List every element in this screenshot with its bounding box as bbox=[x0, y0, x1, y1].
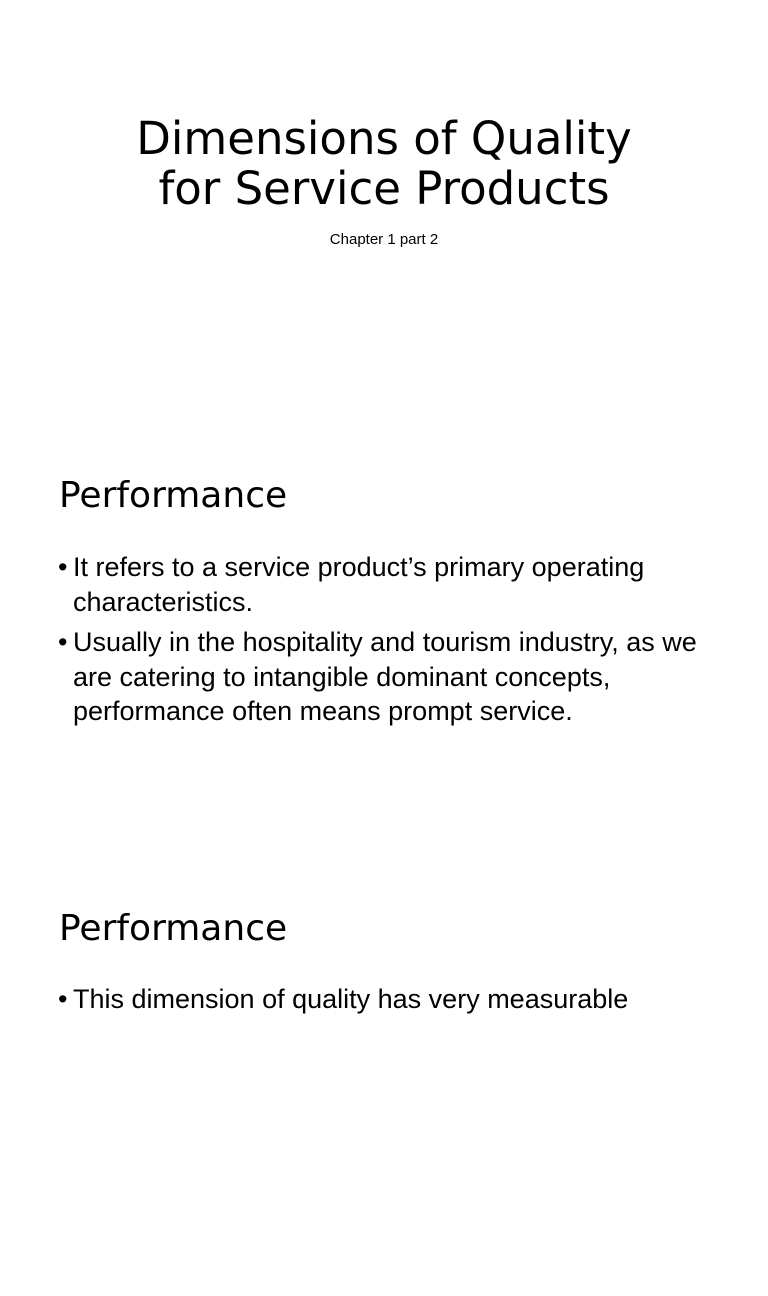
bullet-item: • It refers to a service product’s primary operating characteristics. bbox=[58, 550, 718, 619]
bullet-list bbox=[58, 550, 718, 735]
slide-heading: Performance bbox=[59, 475, 288, 516]
content-slide-performance-1 bbox=[0, 432, 768, 864]
content-slide-performance-2 bbox=[0, 864, 768, 1296]
bullet-item: • Usually in the hospitality and tourism industry, as we are catering to intangible dominant concepts, performance often means prompt service. bbox=[58, 625, 718, 729]
slide-heading: Performance bbox=[59, 908, 288, 949]
slide-subtitle: Chapter 1 part 2 bbox=[329, 231, 439, 248]
slide-title bbox=[0, 114, 768, 214]
bullet-list bbox=[58, 982, 718, 1023]
title-line-2: for Service Products bbox=[158, 162, 610, 215]
title-line-1: Dimensions of Quality bbox=[136, 112, 632, 165]
bullet-item: • This dimension of quality has very measurable bbox=[58, 982, 718, 1017]
title-slide bbox=[0, 0, 768, 432]
